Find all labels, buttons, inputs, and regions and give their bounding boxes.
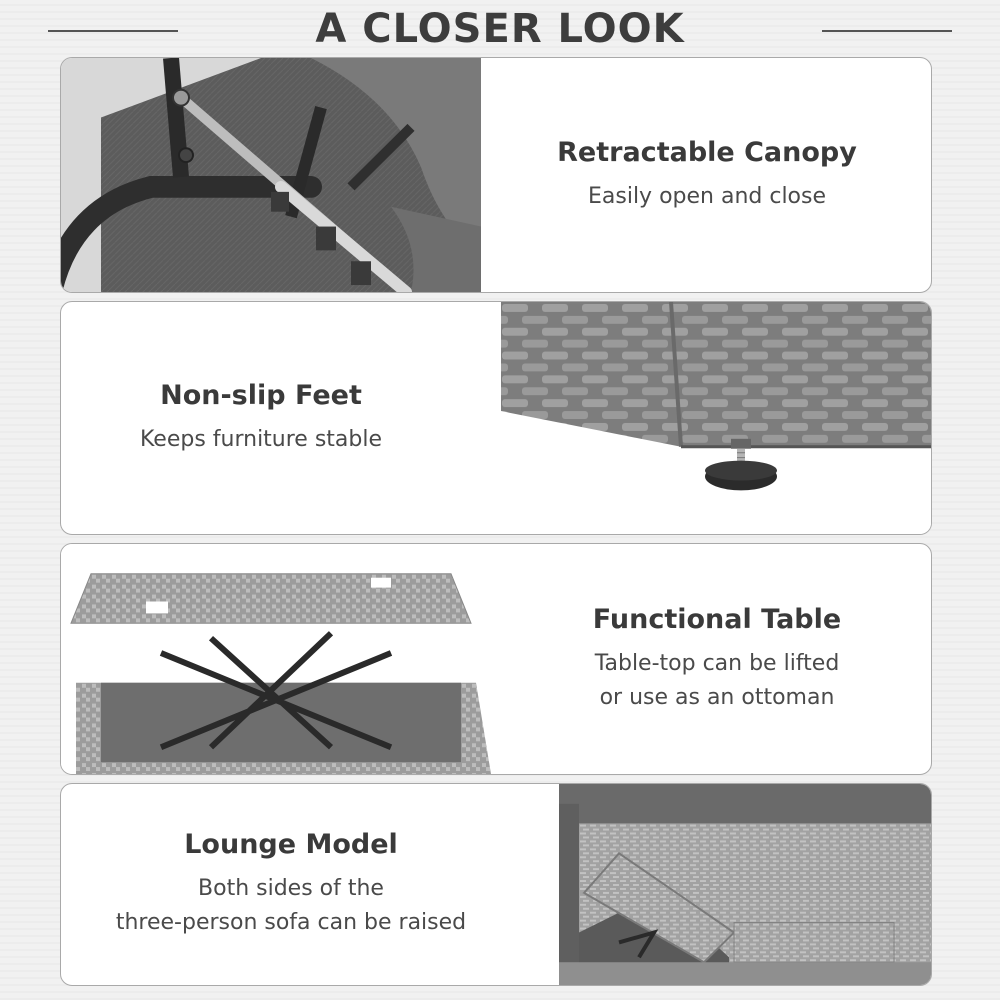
feature-card-feet [60,301,932,535]
canopy-text [481,58,932,292]
adjustable-foot-photo [501,302,932,534]
feature-description-line-2: or use as an ottoman [599,684,835,710]
feature-description: Keeps furniture stable [139,426,383,452]
feature-card-table [60,543,932,775]
feature-card-canopy [60,57,932,293]
feature-description-line-2: three-person sofa can be raised [115,910,467,935]
feature-card-lounge [60,783,932,986]
feature-title: Lounge Model [184,829,398,860]
lounge-text [61,784,521,985]
page-title: A CLOSER LOOK [315,6,685,52]
feature-description-line-1: Table-top can be lifted [594,650,840,676]
lift-table-photo [61,544,501,774]
header-divider-right [822,30,952,32]
page-header [0,0,1000,56]
feature-title: Retractable Canopy [557,136,857,168]
feature-description: Easily open and close [587,183,827,209]
canopy-gas-strut-photo [61,58,481,292]
feet-text [61,302,461,534]
feature-title: Non-slip Feet [160,379,362,411]
feature-title: Functional Table [592,603,842,635]
lounge-backrest-photo [559,784,932,985]
table-text [501,544,932,774]
feature-description-line-1: Both sides of the [198,876,384,901]
